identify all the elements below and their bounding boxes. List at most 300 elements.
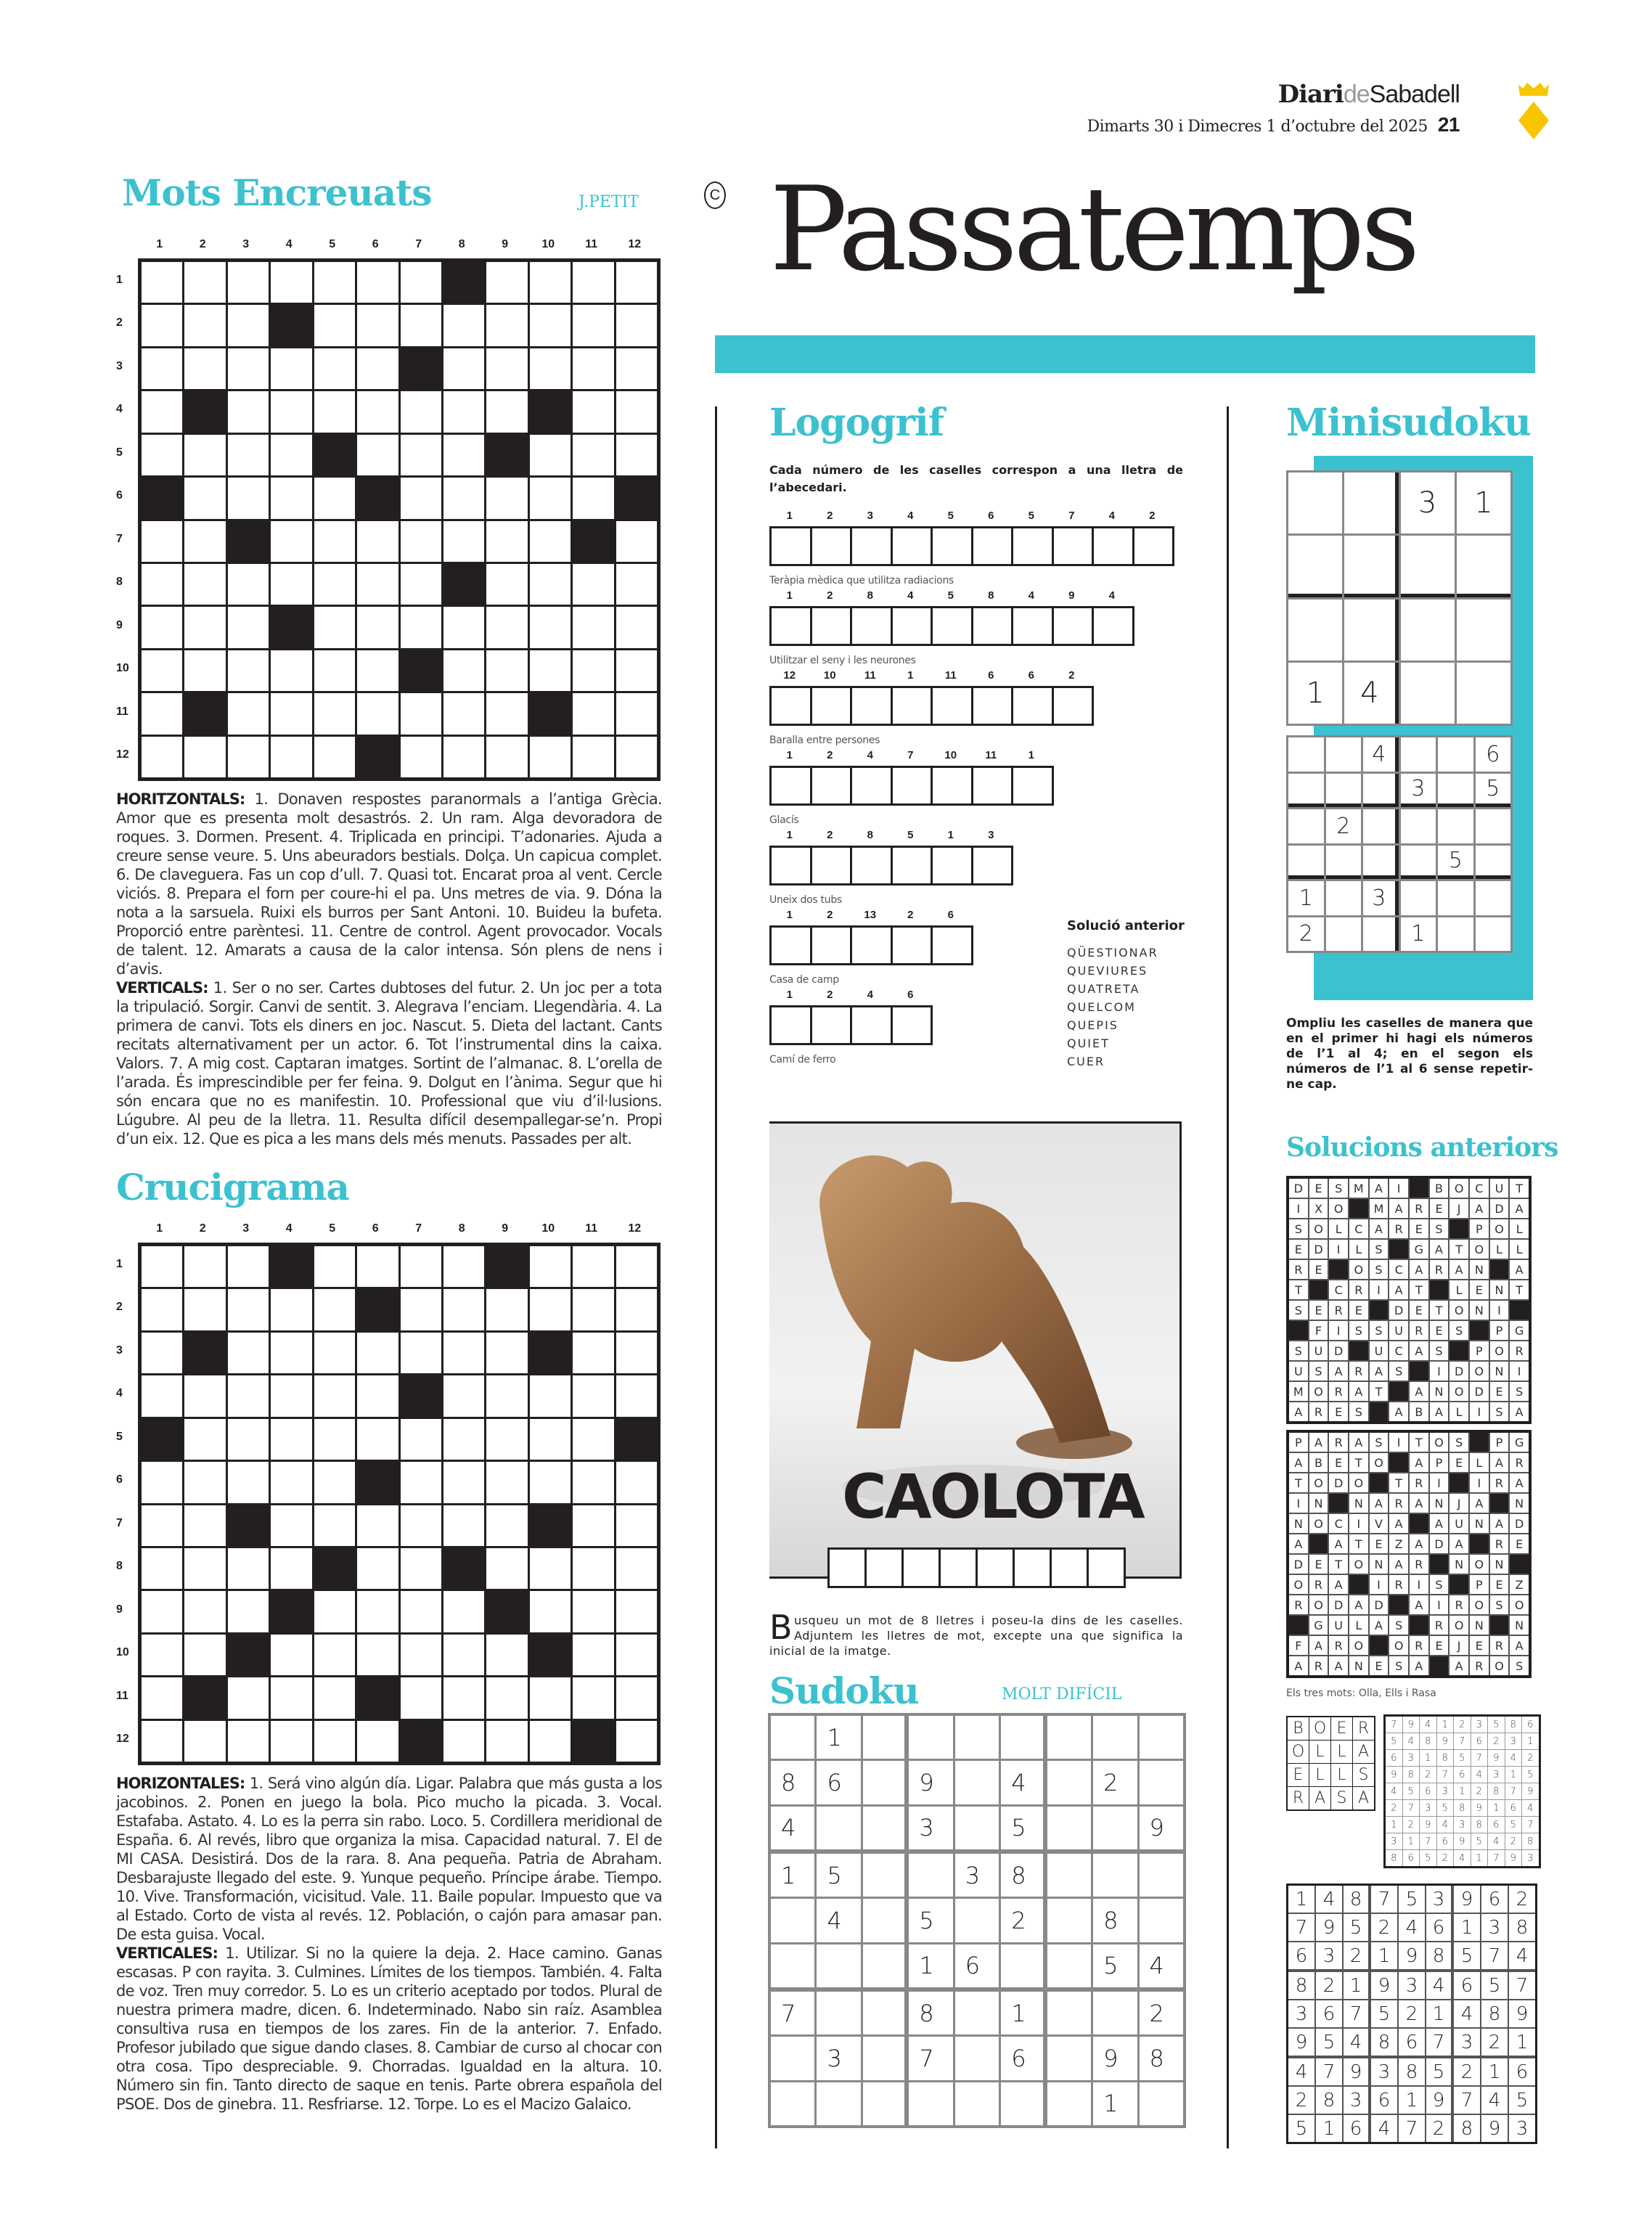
- anagram-box[interactable]: [1015, 1547, 1052, 1588]
- sudoku-empty-cell[interactable]: [1001, 1716, 1042, 1759]
- logogrif-box[interactable]: [812, 766, 853, 806]
- logogrif-box[interactable]: [772, 846, 812, 886]
- sudoku-empty-cell[interactable]: [771, 2082, 814, 2125]
- crossword-cell[interactable]: [443, 305, 484, 345]
- crossword-cell[interactable]: [486, 478, 527, 518]
- minisudoku-empty-cell[interactable]: [1401, 846, 1436, 880]
- logogrif-box[interactable]: [1094, 606, 1134, 646]
- crossword-cell[interactable]: [401, 1677, 441, 1718]
- logogrif-box[interactable]: [772, 526, 812, 566]
- logogrif-box[interactable]: [852, 606, 893, 646]
- logogrif-box[interactable]: [812, 686, 853, 726]
- sudoku-empty-cell[interactable]: [955, 1761, 999, 1804]
- sudoku-empty-cell[interactable]: [1140, 2082, 1183, 2125]
- crossword-cell[interactable]: [271, 1375, 311, 1416]
- sudoku-empty-cell[interactable]: [909, 2082, 952, 2125]
- crossword-cell[interactable]: [142, 650, 182, 691]
- crossword-cell[interactable]: [616, 1289, 657, 1330]
- minisudoku-empty-cell[interactable]: [1363, 846, 1399, 880]
- crossword-cell[interactable]: [443, 435, 484, 475]
- minisudoku-empty-cell[interactable]: [1326, 737, 1362, 772]
- crossword-cell[interactable]: [314, 564, 355, 605]
- crossword-cell[interactable]: [401, 1462, 441, 1502]
- crossword-cell[interactable]: [271, 521, 311, 562]
- logogrif-box[interactable]: [1013, 606, 1054, 646]
- crossword-cell[interactable]: [616, 435, 657, 475]
- crossword-cell[interactable]: [357, 435, 398, 475]
- logogrif-box[interactable]: [852, 686, 893, 726]
- logogrif-box[interactable]: [812, 925, 853, 965]
- crossword-cell[interactable]: [314, 1505, 355, 1546]
- crossword-cell[interactable]: [443, 1635, 484, 1675]
- crossword-cell[interactable]: [616, 1375, 657, 1416]
- crossword-cell[interactable]: [573, 1462, 613, 1502]
- crossword-cell[interactable]: [443, 1333, 484, 1373]
- crossword-cell[interactable]: [228, 737, 269, 777]
- anagram-box[interactable]: [830, 1547, 867, 1588]
- crossword-cell[interactable]: [401, 435, 441, 475]
- crossword-cell[interactable]: [443, 478, 484, 518]
- minisudoku-empty-cell[interactable]: [1401, 881, 1436, 915]
- crossword-cell[interactable]: [486, 1462, 527, 1502]
- crossword-cell[interactable]: [401, 1289, 441, 1330]
- crossword-cell[interactable]: [142, 1462, 182, 1502]
- logogrif-box[interactable]: [1094, 526, 1134, 566]
- minisudoku-empty-cell[interactable]: [1288, 473, 1342, 533]
- crossword-cell[interactable]: [184, 1375, 225, 1416]
- minisudoku-empty-cell[interactable]: [1288, 737, 1324, 772]
- crossword-cell[interactable]: [228, 1677, 269, 1718]
- crossword-cell[interactable]: [486, 1721, 527, 1762]
- crossword-cell[interactable]: [401, 391, 441, 432]
- logogrif-box[interactable]: [893, 1005, 933, 1045]
- minisudoku-6x6-grid[interactable]: [1286, 735, 1513, 953]
- crossword-cell[interactable]: [271, 435, 311, 475]
- crossword-cell[interactable]: [271, 1505, 311, 1546]
- sudoku-empty-cell[interactable]: [955, 1716, 999, 1759]
- crossword-cell[interactable]: [357, 348, 398, 389]
- crossword-cell[interactable]: [184, 1289, 225, 1330]
- sudoku-empty-cell[interactable]: [1093, 1716, 1137, 1759]
- crossword-cell[interactable]: [142, 1246, 182, 1287]
- sudoku-empty-cell[interactable]: [863, 1992, 904, 2034]
- logogrif-box[interactable]: [893, 766, 933, 806]
- crossword-cell[interactable]: [142, 1721, 182, 1762]
- sudoku-empty-cell[interactable]: [1047, 1992, 1091, 2034]
- crossword-cell[interactable]: [443, 1375, 484, 1416]
- crossword-cell[interactable]: [271, 478, 311, 518]
- anagram-box[interactable]: [941, 1547, 978, 1588]
- sudoku-empty-cell[interactable]: [1093, 1807, 1137, 1849]
- crossword-cell[interactable]: [184, 1419, 225, 1460]
- crossword-cell[interactable]: [357, 262, 398, 303]
- logogrif-box[interactable]: [973, 846, 1014, 886]
- crossword-cell[interactable]: [228, 478, 269, 518]
- crossword-cell[interactable]: [573, 1548, 613, 1589]
- crossword-cell[interactable]: [443, 1677, 484, 1718]
- crossword-cell[interactable]: [184, 478, 225, 518]
- crossword-cell[interactable]: [616, 348, 657, 389]
- logogrif-box[interactable]: [812, 846, 853, 886]
- sudoku-empty-cell[interactable]: [909, 1854, 952, 1897]
- crossword-cell[interactable]: [616, 1548, 657, 1589]
- crossword-cell[interactable]: [573, 1677, 613, 1718]
- crossword-cell[interactable]: [530, 564, 571, 605]
- anagram-box[interactable]: [1052, 1547, 1089, 1588]
- crossword-cell[interactable]: [357, 564, 398, 605]
- crossword-cell[interactable]: [314, 737, 355, 777]
- logogrif-box[interactable]: [933, 925, 973, 965]
- minisudoku-empty-cell[interactable]: [1401, 600, 1455, 660]
- crossword-cell[interactable]: [228, 1289, 269, 1330]
- crossword-cell[interactable]: [314, 348, 355, 389]
- crossword-cell[interactable]: [616, 1721, 657, 1762]
- crossword-cell[interactable]: [271, 1462, 311, 1502]
- crossword-cell[interactable]: [486, 348, 527, 389]
- crossword-cell[interactable]: [616, 391, 657, 432]
- crossword-cell[interactable]: [486, 1419, 527, 1460]
- crossword-cell[interactable]: [228, 1419, 269, 1460]
- logogrif-box[interactable]: [772, 1005, 812, 1045]
- crossword-cell[interactable]: [271, 1548, 311, 1589]
- crossword-cell[interactable]: [573, 650, 613, 691]
- crossword-cell[interactable]: [271, 650, 311, 691]
- minisudoku-empty-cell[interactable]: [1438, 737, 1473, 772]
- sudoku-empty-cell[interactable]: [1093, 1854, 1137, 1897]
- crossword-cell[interactable]: [573, 1375, 613, 1416]
- crossword-cell[interactable]: [184, 305, 225, 345]
- crossword-cell[interactable]: [357, 1375, 398, 1416]
- crossword-cell[interactable]: [573, 478, 613, 518]
- crossword-cell[interactable]: [271, 391, 311, 432]
- crossword-cell[interactable]: [271, 564, 311, 605]
- minisudoku-empty-cell[interactable]: [1363, 809, 1399, 843]
- crossword-cell[interactable]: [530, 1289, 571, 1330]
- minisudoku-empty-cell[interactable]: [1363, 917, 1399, 952]
- crossword-cell[interactable]: [142, 1289, 182, 1330]
- crossword-cell[interactable]: [184, 1505, 225, 1546]
- crossword-cell[interactable]: [616, 262, 657, 303]
- crossword-cell[interactable]: [486, 1677, 527, 1718]
- crossword-cell[interactable]: [486, 737, 527, 777]
- crossword-cell[interactable]: [271, 1333, 311, 1373]
- logogrif-box[interactable]: [1013, 766, 1054, 806]
- crossword-cell[interactable]: [401, 305, 441, 345]
- crossword-cell[interactable]: [573, 1505, 613, 1546]
- crossword-cell[interactable]: [314, 1721, 355, 1762]
- crossword-cell[interactable]: [443, 348, 484, 389]
- sudoku-empty-cell[interactable]: [1047, 1944, 1091, 1987]
- crossword-cell[interactable]: [616, 521, 657, 562]
- crossword-cell[interactable]: [616, 564, 657, 605]
- sudoku-empty-cell[interactable]: [1140, 1761, 1183, 1804]
- sudoku-empty-cell[interactable]: [955, 1899, 999, 1942]
- crossword-cell[interactable]: [616, 650, 657, 691]
- crossword-cell[interactable]: [142, 348, 182, 389]
- crossword-cell[interactable]: [142, 391, 182, 432]
- crossword-cell[interactable]: [573, 348, 613, 389]
- crossword-cell[interactable]: [184, 564, 225, 605]
- crossword-cell[interactable]: [573, 1246, 613, 1287]
- crossword-cell[interactable]: [228, 262, 269, 303]
- crossword-cell[interactable]: [443, 1721, 484, 1762]
- sudoku-empty-cell[interactable]: [863, 1944, 904, 1987]
- crossword-cell[interactable]: [530, 435, 571, 475]
- crossword-cell[interactable]: [443, 693, 484, 734]
- crossword-cell[interactable]: [530, 1677, 571, 1718]
- crossword-cell[interactable]: [573, 1591, 613, 1632]
- sudoku-empty-cell[interactable]: [1047, 2037, 1091, 2079]
- crossword-cell[interactable]: [443, 1289, 484, 1330]
- crossword-cell[interactable]: [184, 737, 225, 777]
- crossword-cell[interactable]: [184, 262, 225, 303]
- crossword-cell[interactable]: [616, 1677, 657, 1718]
- crossword-cell[interactable]: [443, 650, 484, 691]
- crossword-cell[interactable]: [142, 564, 182, 605]
- crossword-cell[interactable]: [142, 305, 182, 345]
- sudoku-grid[interactable]: [768, 1713, 1186, 2128]
- crossword-cell[interactable]: [142, 607, 182, 647]
- crossword-cell[interactable]: [401, 1246, 441, 1287]
- crossword-cell[interactable]: [530, 607, 571, 647]
- crossword-cell[interactable]: [314, 1289, 355, 1330]
- logogrif-box[interactable]: [973, 526, 1014, 566]
- logogrif-box[interactable]: [852, 526, 893, 566]
- crossword-cell[interactable]: [142, 737, 182, 777]
- crossword-cell[interactable]: [443, 1591, 484, 1632]
- crossword-cell[interactable]: [530, 1548, 571, 1589]
- crossword-cell[interactable]: [616, 607, 657, 647]
- crossword-cell[interactable]: [530, 1375, 571, 1416]
- minisudoku-empty-cell[interactable]: [1438, 917, 1473, 952]
- minisudoku-empty-cell[interactable]: [1476, 809, 1511, 843]
- crossword-cell[interactable]: [184, 1462, 225, 1502]
- crossword-cell[interactable]: [357, 693, 398, 734]
- crossword-cell[interactable]: [443, 391, 484, 432]
- crossword-cell[interactable]: [486, 1635, 527, 1675]
- logogrif-box[interactable]: [973, 686, 1014, 726]
- crossword-cell[interactable]: [443, 1246, 484, 1287]
- crossword-cell[interactable]: [142, 1505, 182, 1546]
- minisudoku-empty-cell[interactable]: [1288, 846, 1324, 880]
- sudoku-empty-cell[interactable]: [863, 2037, 904, 2079]
- crossword-cell[interactable]: [314, 478, 355, 518]
- crossword-cell[interactable]: [573, 262, 613, 303]
- crossword-cell[interactable]: [271, 262, 311, 303]
- crossword-cell[interactable]: [616, 1635, 657, 1675]
- minisudoku-empty-cell[interactable]: [1326, 917, 1362, 952]
- crossword-cell[interactable]: [443, 1505, 484, 1546]
- crossword-cell[interactable]: [443, 607, 484, 647]
- logogrif-box[interactable]: [933, 606, 973, 646]
- crossword-cell[interactable]: [271, 737, 311, 777]
- crossword-cell[interactable]: [573, 564, 613, 605]
- crossword-cell[interactable]: [616, 1591, 657, 1632]
- crossword-cell[interactable]: [530, 478, 571, 518]
- crossword-cell[interactable]: [314, 1375, 355, 1416]
- crossword-cell[interactable]: [357, 607, 398, 647]
- logogrif-box[interactable]: [772, 686, 812, 726]
- crossword-cell[interactable]: [228, 564, 269, 605]
- crossword-cell[interactable]: [228, 693, 269, 734]
- crossword-cell[interactable]: [271, 1419, 311, 1460]
- crossword-cell[interactable]: [142, 693, 182, 734]
- minisudoku-empty-cell[interactable]: [1457, 536, 1510, 597]
- minisudoku-4x4-grid[interactable]: [1286, 470, 1513, 726]
- logogrif-box[interactable]: [852, 846, 893, 886]
- crossword-cell[interactable]: [401, 564, 441, 605]
- crossword-cell[interactable]: [401, 1635, 441, 1675]
- crossword-cell[interactable]: [530, 1721, 571, 1762]
- mots-encreuats-grid[interactable]: [138, 258, 661, 781]
- crossword-cell[interactable]: [357, 1591, 398, 1632]
- minisudoku-empty-cell[interactable]: [1344, 600, 1398, 660]
- crossword-cell[interactable]: [530, 348, 571, 389]
- crossword-cell[interactable]: [357, 1419, 398, 1460]
- sudoku-empty-cell[interactable]: [1047, 1761, 1091, 1804]
- sudoku-empty-cell[interactable]: [955, 1807, 999, 1849]
- crossword-cell[interactable]: [314, 391, 355, 432]
- crossword-cell[interactable]: [486, 521, 527, 562]
- logogrif-box[interactable]: [1054, 526, 1095, 566]
- sudoku-empty-cell[interactable]: [863, 1899, 904, 1942]
- crossword-cell[interactable]: [357, 1505, 398, 1546]
- logogrif-box[interactable]: [933, 766, 973, 806]
- sudoku-empty-cell[interactable]: [863, 2082, 904, 2125]
- sudoku-empty-cell[interactable]: [1047, 1807, 1091, 1849]
- sudoku-empty-cell[interactable]: [817, 1807, 860, 1849]
- anagram-answer-boxes[interactable]: [827, 1547, 1126, 1588]
- minisudoku-empty-cell[interactable]: [1326, 846, 1362, 880]
- crossword-cell[interactable]: [314, 693, 355, 734]
- minisudoku-empty-cell[interactable]: [1326, 774, 1362, 808]
- sudoku-empty-cell[interactable]: [863, 1854, 904, 1897]
- crossword-cell[interactable]: [616, 693, 657, 734]
- logogrif-box[interactable]: [893, 846, 933, 886]
- crossword-cell[interactable]: [228, 305, 269, 345]
- crossword-cell[interactable]: [184, 348, 225, 389]
- sudoku-empty-cell[interactable]: [771, 1716, 814, 1759]
- crossword-cell[interactable]: [314, 1246, 355, 1287]
- logogrif-box[interactable]: [893, 925, 933, 965]
- sudoku-empty-cell[interactable]: [1001, 1944, 1042, 1987]
- crossword-cell[interactable]: [228, 391, 269, 432]
- sudoku-empty-cell[interactable]: [817, 2082, 860, 2125]
- crossword-cell[interactable]: [314, 1333, 355, 1373]
- minisudoku-empty-cell[interactable]: [1438, 881, 1473, 915]
- crossword-cell[interactable]: [314, 650, 355, 691]
- crossword-cell[interactable]: [401, 1333, 441, 1373]
- sudoku-empty-cell[interactable]: [771, 2037, 814, 2079]
- crossword-cell[interactable]: [616, 305, 657, 345]
- minisudoku-empty-cell[interactable]: [1288, 536, 1342, 597]
- crossword-cell[interactable]: [271, 1677, 311, 1718]
- minisudoku-empty-cell[interactable]: [1457, 600, 1510, 660]
- crossword-cell[interactable]: [486, 1289, 527, 1330]
- crossword-cell[interactable]: [443, 737, 484, 777]
- logogrif-box[interactable]: [933, 846, 973, 886]
- sudoku-empty-cell[interactable]: [955, 2082, 999, 2125]
- sudoku-empty-cell[interactable]: [771, 1944, 814, 1987]
- crossword-cell[interactable]: [142, 521, 182, 562]
- crossword-cell[interactable]: [573, 737, 613, 777]
- crossword-cell[interactable]: [616, 1246, 657, 1287]
- crossword-cell[interactable]: [184, 435, 225, 475]
- logogrif-box[interactable]: [973, 606, 1014, 646]
- crossword-cell[interactable]: [184, 607, 225, 647]
- crossword-cell[interactable]: [401, 607, 441, 647]
- crossword-cell[interactable]: [142, 1548, 182, 1589]
- crossword-cell[interactable]: [314, 607, 355, 647]
- crossword-cell[interactable]: [486, 1548, 527, 1589]
- minisudoku-empty-cell[interactable]: [1288, 600, 1342, 660]
- crossword-cell[interactable]: [530, 305, 571, 345]
- logogrif-box[interactable]: [1013, 686, 1054, 726]
- logogrif-box[interactable]: [772, 925, 812, 965]
- crossword-cell[interactable]: [271, 348, 311, 389]
- crossword-cell[interactable]: [357, 1721, 398, 1762]
- crossword-cell[interactable]: [357, 650, 398, 691]
- crossword-cell[interactable]: [486, 262, 527, 303]
- logogrif-box[interactable]: [812, 1005, 853, 1045]
- logogrif-box[interactable]: [852, 925, 893, 965]
- crossword-cell[interactable]: [184, 1548, 225, 1589]
- anagram-box[interactable]: [904, 1547, 941, 1588]
- crossword-cell[interactable]: [314, 1462, 355, 1502]
- sudoku-empty-cell[interactable]: [1047, 2082, 1091, 2125]
- sudoku-empty-cell[interactable]: [1047, 1716, 1091, 1759]
- crossword-cell[interactable]: [486, 564, 527, 605]
- crossword-cell[interactable]: [357, 1548, 398, 1589]
- crossword-cell[interactable]: [530, 1591, 571, 1632]
- crossword-cell[interactable]: [401, 1548, 441, 1589]
- crossword-cell[interactable]: [228, 1721, 269, 1762]
- logogrif-box[interactable]: [933, 686, 973, 726]
- minisudoku-empty-cell[interactable]: [1476, 881, 1511, 915]
- logogrif-box[interactable]: [973, 766, 1014, 806]
- crossword-cell[interactable]: [314, 305, 355, 345]
- crossword-cell[interactable]: [142, 435, 182, 475]
- crossword-cell[interactable]: [401, 1591, 441, 1632]
- crossword-cell[interactable]: [228, 1246, 269, 1287]
- logogrif-box[interactable]: [893, 686, 933, 726]
- crossword-cell[interactable]: [486, 391, 527, 432]
- logogrif-box[interactable]: [1054, 686, 1095, 726]
- minisudoku-empty-cell[interactable]: [1401, 536, 1455, 597]
- sudoku-empty-cell[interactable]: [1140, 1854, 1183, 1897]
- minisudoku-empty-cell[interactable]: [1288, 809, 1324, 843]
- minisudoku-empty-cell[interactable]: [1326, 881, 1362, 915]
- crossword-cell[interactable]: [616, 1333, 657, 1373]
- logogrif-box[interactable]: [812, 526, 853, 566]
- crossword-cell[interactable]: [530, 1246, 571, 1287]
- crossword-cell[interactable]: [530, 1419, 571, 1460]
- minisudoku-empty-cell[interactable]: [1344, 473, 1398, 533]
- sudoku-empty-cell[interactable]: [863, 1807, 904, 1849]
- crossword-cell[interactable]: [228, 650, 269, 691]
- crossword-cell[interactable]: [573, 607, 613, 647]
- crossword-cell[interactable]: [486, 1505, 527, 1546]
- crossword-cell[interactable]: [443, 521, 484, 562]
- crossword-cell[interactable]: [314, 1591, 355, 1632]
- minisudoku-empty-cell[interactable]: [1438, 809, 1473, 843]
- sudoku-empty-cell[interactable]: [1093, 1992, 1137, 2034]
- crossword-cell[interactable]: [573, 305, 613, 345]
- crossword-cell[interactable]: [184, 521, 225, 562]
- minisudoku-empty-cell[interactable]: [1401, 737, 1436, 772]
- crossword-cell[interactable]: [357, 1246, 398, 1287]
- crossword-cell[interactable]: [530, 262, 571, 303]
